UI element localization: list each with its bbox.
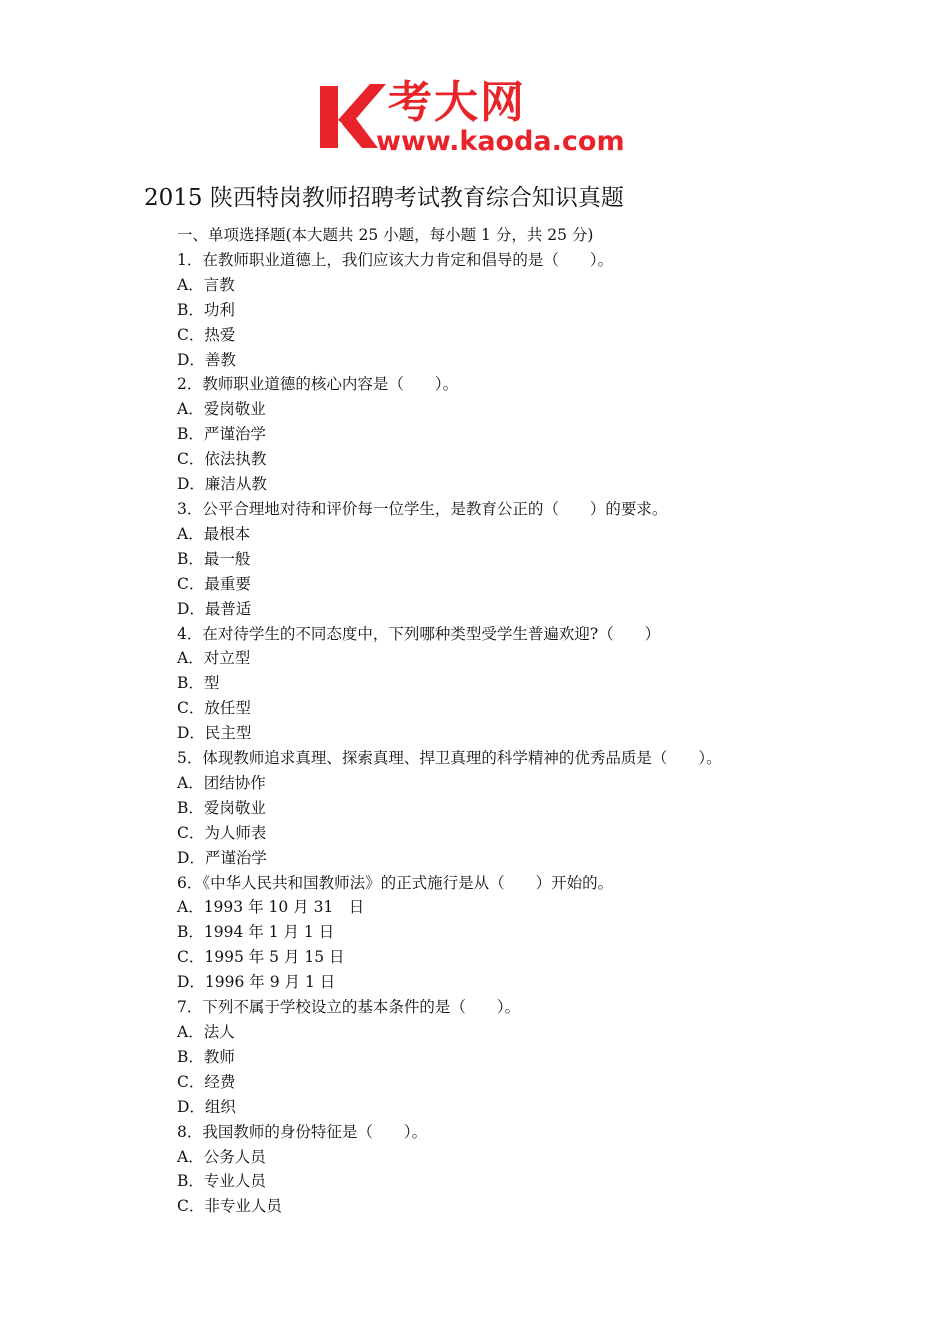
- question-1: 1．在教师职业道德上，我们应该大力肯定和倡导的是（ ）。: [177, 250, 614, 269]
- option-line: B．专业人员: [177, 1172, 266, 1191]
- option-line: D．民主型: [177, 724, 252, 743]
- option-line: B．最一般: [177, 549, 251, 568]
- question-8: 8．我国教师的身份特征是（ ）。: [177, 1122, 428, 1141]
- option-line: C．非专业人员: [177, 1197, 282, 1216]
- option-line: C．放任型: [177, 699, 251, 718]
- option-line: B．功利: [177, 300, 235, 319]
- option-line: A．爱岗敬业: [177, 400, 266, 419]
- question-6: 6．《中华人民共和国教师法》的正式施行是从（ ）开始的。: [177, 873, 614, 892]
- option-line: C．1995 年 5 月 15 日: [177, 948, 345, 967]
- option-line: A．团结协作: [177, 773, 266, 792]
- option-line: A．公务人员: [177, 1147, 266, 1166]
- logo-url-text: www.kaoda.com: [376, 126, 625, 157]
- document-title: 2015 陕西特岗教师招聘考试教育综合知识真题: [144, 185, 624, 211]
- option-line: A．对立型: [177, 649, 251, 668]
- option-line: D．廉洁从教: [177, 475, 267, 494]
- option-line: B．教师: [177, 1047, 235, 1066]
- kaoda-logo: [318, 78, 640, 160]
- section-heading: 一、单项选择题(本大题共 25 小题，每小题 1 分，共 25 分): [177, 226, 594, 244]
- question-4: 4．在对待学生的不同态度中，下列哪种类型受学生普遍欢迎?（ ）: [177, 624, 661, 643]
- option-line: D．善教: [177, 350, 236, 369]
- logo-chinese-text: 考大网: [388, 77, 526, 128]
- question-5: 5．体现教师追求真理、探索真理、捍卫真理的科学精神的优秀品质是（ ）。: [177, 749, 722, 768]
- option-line: C．为人师表: [177, 823, 267, 842]
- option-line: D．组织: [177, 1097, 236, 1116]
- question-3: 3．公平合理地对待和评价每一位学生，是教育公正的（ ）的要求。: [177, 499, 668, 518]
- option-line: B．型: [177, 674, 220, 693]
- option-line: D．1996 年 9 月 1 日: [177, 973, 336, 992]
- option-line: C．最重要: [177, 574, 251, 593]
- option-line: A．言教: [177, 275, 235, 294]
- question-2: 2．教师职业道德的核心内容是（ ）。: [177, 375, 459, 394]
- question-list: [177, 223, 877, 1219]
- option-line: B．1994 年 1 月 1 日: [177, 923, 335, 942]
- option-line: C．热爱: [177, 325, 236, 344]
- question-7: 7．下列不属于学校设立的基本条件的是（ ）。: [177, 998, 521, 1017]
- option-line: B．严谨治学: [177, 425, 266, 444]
- option-line: A．最根本: [177, 524, 251, 543]
- option-line: D．最普适: [177, 599, 252, 618]
- option-line: D．严谨治学: [177, 848, 267, 867]
- option-line: A．法人: [177, 1023, 235, 1041]
- option-line: A．1993 年 10 月 31 日: [177, 898, 365, 917]
- option-line: C．经费: [177, 1072, 236, 1091]
- option-line: B．爱岗敬业: [177, 798, 266, 817]
- option-line: C．依法执教: [177, 450, 267, 469]
